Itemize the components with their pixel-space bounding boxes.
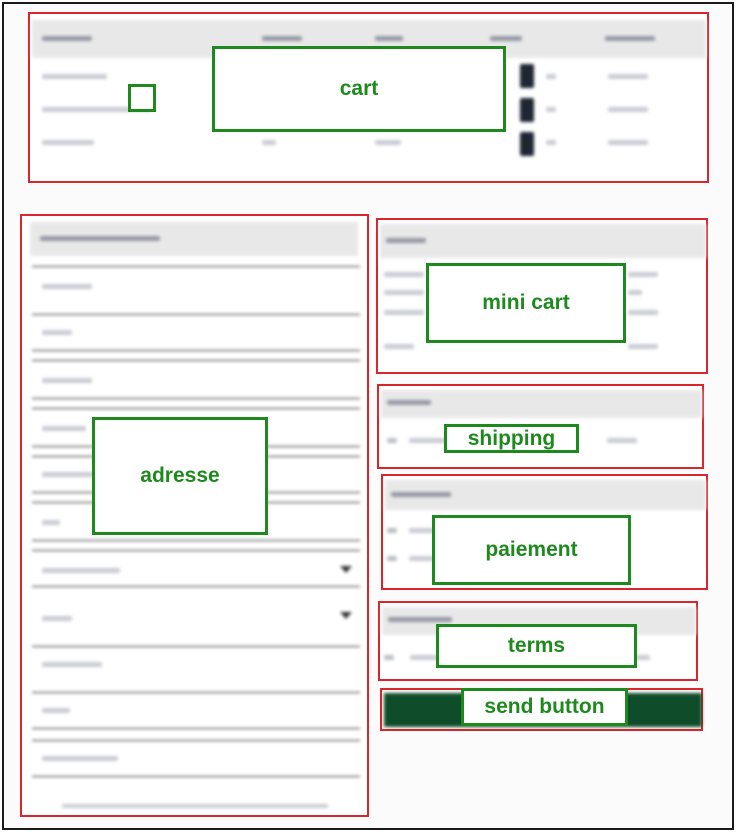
- cart-col-total: [605, 36, 655, 41]
- send-button-label: send button: [461, 688, 628, 726]
- mini-cart-header: [380, 224, 706, 258]
- chevron-down-icon: [340, 612, 352, 619]
- remove-item-checkbox[interactable]: [128, 84, 156, 112]
- mini-cart-label: mini cart: [426, 263, 626, 343]
- quantity-stepper[interactable]: [520, 98, 534, 122]
- cart-col-qty: [490, 36, 522, 41]
- payment-label: paiement: [432, 515, 631, 585]
- cart-label: cart: [212, 46, 506, 132]
- checkout-wireframe: [2, 2, 734, 830]
- terms-label: terms: [436, 624, 637, 668]
- cart-col-price: [375, 36, 403, 41]
- shipping-radio[interactable]: [387, 438, 397, 443]
- quantity-stepper[interactable]: [520, 132, 534, 156]
- shipping-label: shipping: [444, 424, 579, 453]
- terms-checkbox[interactable]: [384, 655, 394, 660]
- address-label: adresse: [92, 417, 268, 535]
- chevron-down-icon: [340, 566, 352, 573]
- payment-radio[interactable]: [387, 528, 397, 533]
- quantity-stepper[interactable]: [520, 64, 534, 88]
- cart-col-variant: [262, 36, 302, 41]
- address-footnote: [62, 804, 328, 808]
- payment-radio[interactable]: [387, 556, 397, 561]
- cart-col-product: [42, 36, 92, 41]
